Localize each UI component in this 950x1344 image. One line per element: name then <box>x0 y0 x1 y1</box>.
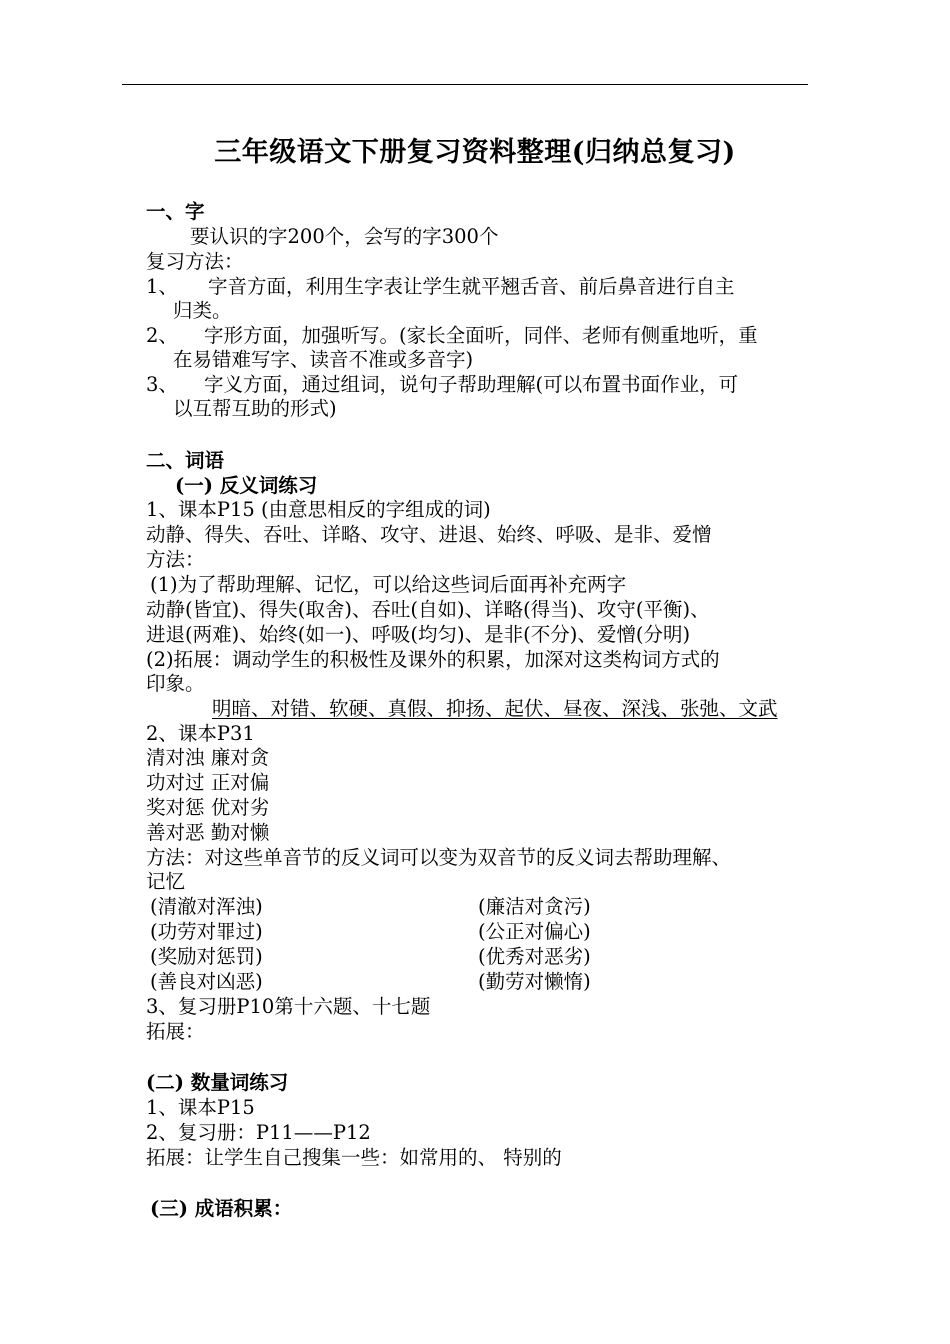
antonym-pair: 善对恶 勤对懒 <box>146 821 270 844</box>
text-line: 拓展：让学生自己搜集一些：如常用的、 特别的 <box>146 1146 562 1169</box>
list-item-text-cont: 在易错难写字、读音不准或多音字) <box>173 348 474 371</box>
antonym-expanded: (廉洁对贪污) <box>478 895 591 918</box>
characters-intro: 要认识的字200个，会写的字300个 <box>190 225 499 248</box>
text-line: 1、课本P15 (由意思相反的字组成的词) <box>146 498 491 521</box>
antonym-pair: 清对浊 廉对贪 <box>146 746 270 769</box>
list-item-number: 2、 <box>146 324 178 347</box>
text-line: 方法： <box>146 548 205 571</box>
text-line: 3、复习册P10第十六题、十七题 <box>146 995 431 1018</box>
subheading-antonyms: (一) 反义词练习 <box>175 474 318 497</box>
antonym-expanded: (功劳对罪过) <box>150 920 263 943</box>
text-line: 进退(两难)、始终(如一)、呼吸(均匀)、是非(不分)、爱憎(分明) <box>146 623 691 646</box>
section-heading-words: 二、词语 <box>146 449 225 472</box>
list-item-number: 3、 <box>146 373 178 396</box>
text-line: 2、课本P31 <box>146 722 255 745</box>
text-line: 动静、得失、吞吐、详略、攻守、进退、始终、呼吸、是非、爱憎 <box>146 523 712 546</box>
review-method-label: 复习方法： <box>146 250 244 273</box>
list-item-text: 字音方面，利用生字表让学生就平翘舌音、前后鼻音进行自主 <box>208 275 735 298</box>
text-line: 记忆 <box>146 870 186 893</box>
list-item-text: 字形方面，加强听写。(家长全面听，同伴、老师有侧重地听，重 <box>204 324 758 347</box>
header-rule <box>122 84 808 85</box>
text-line: 印象。 <box>146 672 205 695</box>
document-title: 三年级语文下册复习资料整理(归纳总复习) <box>214 137 736 168</box>
antonym-pair: 功对过 正对偏 <box>146 771 270 794</box>
list-item-text: 字义方面，通过组词，说句子帮助理解(可以布置书面作业，可 <box>204 373 739 396</box>
subheading-idioms: (三) 成语积累： <box>150 1197 293 1220</box>
text-line: 1、课本P15 <box>146 1096 255 1119</box>
text-line: 2、复习册：P11——P12 <box>146 1121 371 1144</box>
antonym-expanded: (清澈对浑浊) <box>150 895 263 918</box>
text-line: 动静(皆宜)、得失(取舍)、吞吐(自如)、详略(得当)、攻守(平衡)、 <box>146 598 710 621</box>
text-line: (1)为了帮助理解、记忆，可以给这些词后面再补充两字 <box>150 573 627 596</box>
section-heading-characters: 一、字 <box>146 200 205 223</box>
antonym-expanded: (善良对凶恶) <box>150 970 263 993</box>
subheading-quantifiers: (二) 数量词练习 <box>146 1071 289 1094</box>
list-item-number: 1、 <box>146 275 178 298</box>
antonym-pair: 奖对惩 优对劣 <box>146 796 270 819</box>
list-item-text-cont: 以互帮互助的形式) <box>173 397 337 420</box>
antonym-expanded: (优秀对恶劣) <box>478 945 591 968</box>
antonym-expanded: (奖励对惩罚) <box>150 945 263 968</box>
text-line: 方法：对这些单音节的反义词可以变为双音节的反义词去帮助理解、 <box>146 846 732 869</box>
antonym-expanded: (勤劳对懒惰) <box>478 970 591 993</box>
text-line: 拓展： <box>146 1020 205 1043</box>
text-line: (2)拓展：调动学生的积极性及课外的积累，加深对这类构词方式的 <box>146 648 720 671</box>
antonym-expanded: (公正对偏心) <box>478 920 591 943</box>
list-item-text-cont: 归类。 <box>173 299 232 322</box>
underlined-word-list: 明暗、对错、软硬、真假、抑扬、起伏、昼夜、深浅、张弛、文武 <box>212 697 778 720</box>
